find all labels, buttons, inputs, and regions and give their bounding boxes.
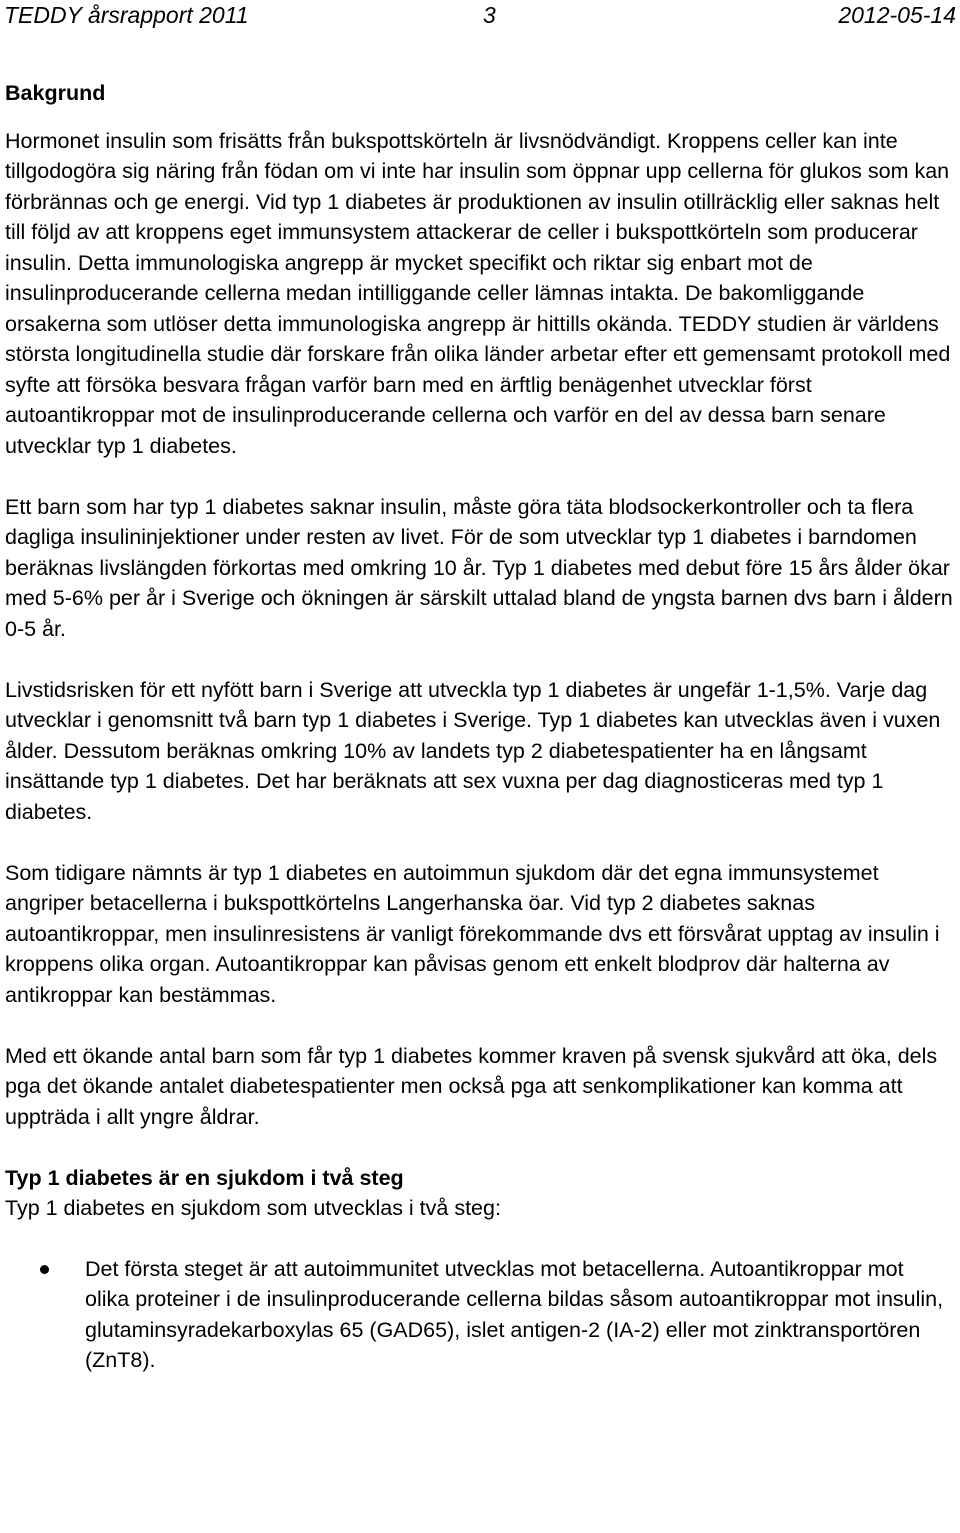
section-heading-two-steps: Typ 1 diabetes är en sjukdom i två steg (5, 1165, 404, 1190)
paragraph-autoimmune-disease: Som tidigare nämnts är typ 1 diabetes en autoimmun sjukdom där det egna immunsystemet angriper betacellerna i bukspottkörtelns Langerhanska öar. Vid typ 2 diabetes saknas autoantikroppar, men insulinresistens är vanligt förekommande dvs ett försvårat upptag av insulin i kroppens olika organ. Autoantikroppar kan påvisas genom ett enkelt blodprov där halterna av antikroppar kan bestämmas. (5, 860, 940, 1007)
paragraph-lifetime-risk: Livstidsrisken för ett nyfött barn i Sverige att utveckla typ 1 diabetes är ungefär 1-1,5%. Varje dag utvecklar i genomsnitt två barn typ 1 diabetes i Sverige. Typ 1 diabetes kan utvecklas även i vuxen ålder. Dessutom beräknas omkring 10% av landets typ 2 diabetespatienter ha en långsamt insättande typ 1 diabetes. Det har beräknats att sex vuxna per dag diagnosticeras med typ 1 diabetes. (5, 677, 941, 824)
paragraph-child-with-diabetes: Ett barn som har typ 1 diabetes saknar insulin, måste göra täta blodsockerkontroller och ta flera dagliga insulininjektioner under resten av livet. För de som utvecklar typ 1 diabetes i barndomen beräknas livslängden förkortas med omkring 10 år. Typ 1 diabetes med debut före 15 års ålder ökar med 5-6% per år i Sverige och ökningen är särskilt uttalad bland de yngsta barnen dvs barn i åldern 0-5 år. (5, 494, 953, 641)
page-header (4, 0, 956, 30)
paragraph-insulin-background: Hormonet insulin som frisätts från bukspottskörteln är livsnödvändigt. Kroppens celler kan inte tillgodogöra sig näring från födan om vi inte har insulin som öppnar upp cellerna för glukos som kan förbrännas och ge energi. Vid typ 1 diabetes är produktionen av insulin otillräcklig eller saknas helt till följd av att kroppens eget immunsystem attackerar de celler i bukspottkörteln som producerar insulin. Detta immunologiska angrepp är mycket specifikt och riktar sig enbart mot de insulinproducerande cellerna medan intilliggande celler lämnas intakta. De bakomliggande orsakerna som utlöser detta immunologiska angrepp är hittills okända. TEDDY studien är världens största longitudinella studie där forskare från olika länder arbetar efter ett gemensamt protokoll med syfte att försöka besvara frågan varför barn med en ärftlig benägenhet utvecklar först autoantikroppar mot de insulinproducerande cellerna och varför en del av dessa barn senare utvecklar typ 1 diabetes. (5, 128, 951, 458)
paragraph-healthcare-demand: Med ett ökande antal barn som får typ 1 diabetes kommer kraven på svensk sjukvård att öka, dels pga det ökande antalet diabetespatienter men också pga att senkomplikationer kan komma att uppträda i allt yngre åldrar. (5, 1043, 938, 1129)
steps-list (5, 1254, 953, 1376)
bullet-icon (40, 1265, 49, 1274)
header-page-number: 3 (483, 2, 496, 28)
paragraph-two-steps-intro: Typ 1 diabetes en sjukdom som utvecklas i två steg: (5, 1196, 501, 1220)
document-body (5, 78, 953, 1376)
list-item (5, 1254, 953, 1376)
section-heading-bakgrund: Bakgrund (5, 81, 106, 105)
header-report-title: TEDDY årsrapport 2011 (4, 2, 249, 28)
header-date: 2012-05-14 (838, 2, 956, 28)
list-item-text: Det första steget är att autoimmunitet utvecklas mot betacellerna. Autoantikroppar mot olika proteiner i de insulinproducerande cellerna bildas såsom autoantikroppar mot insulin, glutaminsyradekarboxylas 65 (GAD65), islet antigen-2 (IA-2) eller mot zinktransportören (ZnT8). (85, 1256, 944, 1372)
